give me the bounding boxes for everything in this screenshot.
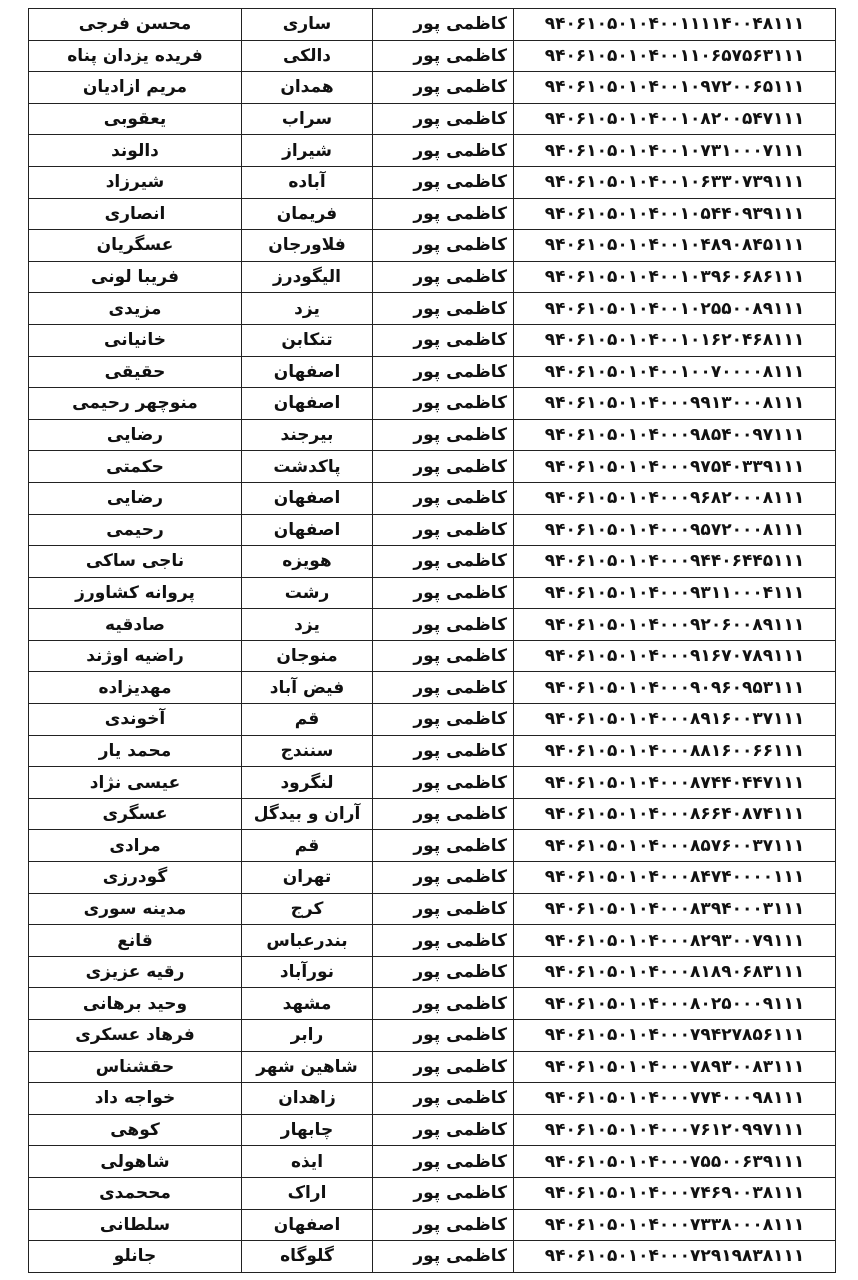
table-row xyxy=(29,862,836,894)
person-name-cell: عیسی نژاد xyxy=(29,767,242,799)
city-cell: ساری xyxy=(242,9,373,41)
supervisor-cell: کاظمی پور xyxy=(373,103,514,135)
account-code-cell: ۹۴۰۶۱۰۵۰۱۰۴۰۰۱۰۱۶۲۰۴۶۸۱۱۱ xyxy=(514,324,836,356)
account-code-cell: ۹۴۰۶۱۰۵۰۱۰۴۰۰۱۰۸۲۰۰۵۴۷۱۱۱ xyxy=(514,103,836,135)
city-cell: اصفهان xyxy=(242,388,373,420)
supervisor-cell: کاظمی پور xyxy=(373,198,514,230)
supervisor-cell: کاظمی پور xyxy=(373,988,514,1020)
person-name-cell: قانع xyxy=(29,925,242,957)
table-row xyxy=(29,1083,836,1115)
person-name-cell: فریبا لونی xyxy=(29,261,242,293)
account-code-cell: ۹۴۰۶۱۰۵۰۱۰۴۰۰۰۷۴۶۹۰۰۳۸۱۱۱ xyxy=(514,1177,836,1209)
city-cell: فلاورجان xyxy=(242,230,373,262)
city-cell: چابهار xyxy=(242,1114,373,1146)
city-cell: یزد xyxy=(242,293,373,325)
account-code-cell: ۹۴۰۶۱۰۵۰۱۰۴۰۰۱۰۶۳۳۰۷۳۹۱۱۱ xyxy=(514,166,836,198)
table-row xyxy=(29,451,836,483)
table-row xyxy=(29,198,836,230)
person-name-cell: رحیمی xyxy=(29,514,242,546)
city-cell: بیرجند xyxy=(242,419,373,451)
account-code-cell: ۹۴۰۶۱۰۵۰۱۰۴۰۰۰۹۹۱۳۰۰۰۸۱۱۱ xyxy=(514,388,836,420)
city-cell: سراب xyxy=(242,103,373,135)
person-name-cell: سلطانی xyxy=(29,1209,242,1241)
person-name-cell: عسگریان xyxy=(29,230,242,262)
account-code-cell: ۹۴۰۶۱۰۵۰۱۰۴۰۰۰۹۴۴۰۶۴۴۵۱۱۱ xyxy=(514,546,836,578)
account-code-cell: ۹۴۰۶۱۰۵۰۱۰۴۰۰۰۸۲۹۳۰۰۷۹۱۱۱ xyxy=(514,925,836,957)
account-code-cell: ۹۴۰۶۱۰۵۰۱۰۴۰۰۰۸۷۴۴۰۴۴۷۱۱۱ xyxy=(514,767,836,799)
table-row xyxy=(29,1177,836,1209)
person-name-cell: دالوند xyxy=(29,135,242,167)
account-code-cell: ۹۴۰۶۱۰۵۰۱۰۴۰۰۰۹۷۵۴۰۳۳۹۱۱۱ xyxy=(514,451,836,483)
table-row xyxy=(29,1209,836,1241)
city-cell: اصفهان xyxy=(242,514,373,546)
city-cell: منوجان xyxy=(242,640,373,672)
supervisor-cell: کاظمی پور xyxy=(373,9,514,41)
city-cell: تنکابن xyxy=(242,324,373,356)
account-code-cell: ۹۴۰۶۱۰۵۰۱۰۴۰۰۰۸۳۹۴۰۰۰۳۱۱۱ xyxy=(514,893,836,925)
table-row xyxy=(29,419,836,451)
person-name-cell: منوچهر رحیمی xyxy=(29,388,242,420)
city-cell: تهران xyxy=(242,862,373,894)
account-code-cell: ۹۴۰۶۱۰۵۰۱۰۴۰۰۱۱۱۱۴۰۰۴۸۱۱۱ xyxy=(514,9,836,41)
city-cell: هویزه xyxy=(242,546,373,578)
supervisor-cell: کاظمی پور xyxy=(373,293,514,325)
city-cell: اصفهان xyxy=(242,482,373,514)
person-name-cell: فرهاد عسکری xyxy=(29,1020,242,1052)
supervisor-cell: کاظمی پور xyxy=(373,956,514,988)
city-cell: نورآباد xyxy=(242,956,373,988)
account-code-cell: ۹۴۰۶۱۰۵۰۱۰۴۰۰۱۰۳۹۶۰۶۸۶۱۱۱ xyxy=(514,261,836,293)
person-name-cell: یعقوبی xyxy=(29,103,242,135)
supervisor-cell: کاظمی پور xyxy=(373,419,514,451)
supervisor-cell: کاظمی پور xyxy=(373,925,514,957)
table-row xyxy=(29,40,836,72)
person-name-cell: عسگری xyxy=(29,798,242,830)
supervisor-cell: کاظمی پور xyxy=(373,577,514,609)
table-row xyxy=(29,1146,836,1178)
person-name-cell: مدینه سوری xyxy=(29,893,242,925)
city-cell: رابر xyxy=(242,1020,373,1052)
account-code-cell: ۹۴۰۶۱۰۵۰۱۰۴۰۰۱۰۴۸۹۰۸۴۵۱۱۱ xyxy=(514,230,836,262)
account-code-cell: ۹۴۰۶۱۰۵۰۱۰۴۰۰۰۹۸۵۴۰۰۹۷۱۱۱ xyxy=(514,419,836,451)
account-code-cell: ۹۴۰۶۱۰۵۰۱۰۴۰۰۰۹۳۱۱۰۰۰۴۱۱۱ xyxy=(514,577,836,609)
account-code-cell: ۹۴۰۶۱۰۵۰۱۰۴۰۰۰۹۶۸۲۰۰۰۸۱۱۱ xyxy=(514,482,836,514)
supervisor-cell: کاظمی پور xyxy=(373,609,514,641)
table-row xyxy=(29,356,836,388)
supervisor-cell: کاظمی پور xyxy=(373,767,514,799)
city-cell: یزد xyxy=(242,609,373,641)
person-name-cell: حقشناس xyxy=(29,1051,242,1083)
table-row xyxy=(29,988,836,1020)
city-cell: اصفهان xyxy=(242,1209,373,1241)
person-name-cell: حکمتی xyxy=(29,451,242,483)
city-cell: ایذه xyxy=(242,1146,373,1178)
account-code-cell: ۹۴۰۶۱۰۵۰۱۰۴۰۰۰۸۴۷۴۰۰۰۰۱۱۱ xyxy=(514,862,836,894)
supervisor-cell: کاظمی پور xyxy=(373,546,514,578)
person-name-cell: ناجی ساکی xyxy=(29,546,242,578)
person-name-cell: مرادی xyxy=(29,830,242,862)
table-row xyxy=(29,230,836,262)
supervisor-cell: کاظمی پور xyxy=(373,1020,514,1052)
table-row xyxy=(29,1051,836,1083)
table-row xyxy=(29,609,836,641)
person-name-cell: شاهولی xyxy=(29,1146,242,1178)
city-cell: قم xyxy=(242,704,373,736)
supervisor-cell: کاظمی پور xyxy=(373,324,514,356)
table-row xyxy=(29,135,836,167)
city-cell: لنگرود xyxy=(242,767,373,799)
person-name-cell: مزیدی xyxy=(29,293,242,325)
supervisor-cell: کاظمی پور xyxy=(373,1209,514,1241)
city-cell: همدان xyxy=(242,72,373,104)
supervisor-cell: کاظمی پور xyxy=(373,893,514,925)
account-code-cell: ۹۴۰۶۱۰۵۰۱۰۴۰۰۰۹۱۶۷۰۷۸۹۱۱۱ xyxy=(514,640,836,672)
records-table xyxy=(28,8,836,1273)
supervisor-cell: کاظمی پور xyxy=(373,514,514,546)
table-row xyxy=(29,1114,836,1146)
supervisor-cell: کاظمی پور xyxy=(373,830,514,862)
city-cell: زاهدان xyxy=(242,1083,373,1115)
person-name-cell: رقیه عزیزی xyxy=(29,956,242,988)
supervisor-cell: کاظمی پور xyxy=(373,451,514,483)
person-name-cell: مححمدی xyxy=(29,1177,242,1209)
city-cell: الیگودرز xyxy=(242,261,373,293)
person-name-cell: محسن فرجی xyxy=(29,9,242,41)
table-row xyxy=(29,388,836,420)
table-row xyxy=(29,672,836,704)
account-code-cell: ۹۴۰۶۱۰۵۰۱۰۴۰۰۱۰۹۷۲۰۰۶۵۱۱۱ xyxy=(514,72,836,104)
supervisor-cell: کاظمی پور xyxy=(373,356,514,388)
table-row xyxy=(29,514,836,546)
account-code-cell: ۹۴۰۶۱۰۵۰۱۰۴۰۰۰۸۹۱۶۰۰۳۷۱۱۱ xyxy=(514,704,836,736)
supervisor-cell: کاظمی پور xyxy=(373,1114,514,1146)
city-cell: قم xyxy=(242,830,373,862)
account-code-cell: ۹۴۰۶۱۰۵۰۱۰۴۰۰۰۹۰۹۶۰۹۵۳۱۱۱ xyxy=(514,672,836,704)
account-code-cell: ۹۴۰۶۱۰۵۰۱۰۴۰۰۰۸۶۶۴۰۸۷۴۱۱۱ xyxy=(514,798,836,830)
city-cell: کرج xyxy=(242,893,373,925)
supervisor-cell: کاظمی پور xyxy=(373,1146,514,1178)
table-row xyxy=(29,1241,836,1273)
records-table-body xyxy=(29,9,836,1273)
city-cell: آباده xyxy=(242,166,373,198)
person-name-cell: حقیقی xyxy=(29,356,242,388)
city-cell: دالکی xyxy=(242,40,373,72)
supervisor-cell: کاظمی پور xyxy=(373,798,514,830)
table-row xyxy=(29,925,836,957)
account-code-cell: ۹۴۰۶۱۰۵۰۱۰۴۰۰۰۷۷۴۰۰۰۹۸۱۱۱ xyxy=(514,1083,836,1115)
account-code-cell: ۹۴۰۶۱۰۵۰۱۰۴۰۰۰۷۵۵۰۰۶۳۹۱۱۱ xyxy=(514,1146,836,1178)
city-cell: آران و بیدگل xyxy=(242,798,373,830)
city-cell: سنندج xyxy=(242,735,373,767)
table-row xyxy=(29,72,836,104)
account-code-cell: ۹۴۰۶۱۰۵۰۱۰۴۰۰۰۸۰۲۵۰۰۰۹۱۱۱ xyxy=(514,988,836,1020)
city-cell: اصفهان xyxy=(242,356,373,388)
city-cell: پاکدشت xyxy=(242,451,373,483)
supervisor-cell: کاظمی پور xyxy=(373,862,514,894)
table-row xyxy=(29,324,836,356)
supervisor-cell: کاظمی پور xyxy=(373,1083,514,1115)
person-name-cell: آخوندی xyxy=(29,704,242,736)
person-name-cell: انصاری xyxy=(29,198,242,230)
person-name-cell: گودرزی xyxy=(29,862,242,894)
city-cell: مشهد xyxy=(242,988,373,1020)
city-cell: بندرعباس xyxy=(242,925,373,957)
city-cell: رشت xyxy=(242,577,373,609)
supervisor-cell: کاظمی پور xyxy=(373,40,514,72)
supervisor-cell: کاظمی پور xyxy=(373,230,514,262)
account-code-cell: ۹۴۰۶۱۰۵۰۱۰۴۰۰۱۰۷۳۱۰۰۰۷۱۱۱ xyxy=(514,135,836,167)
account-code-cell: ۹۴۰۶۱۰۵۰۱۰۴۰۰۰۷۲۹۱۹۸۳۸۱۱۱ xyxy=(514,1241,836,1273)
supervisor-cell: کاظمی پور xyxy=(373,1241,514,1273)
supervisor-cell: کاظمی پور xyxy=(373,704,514,736)
person-name-cell: شیرزاد xyxy=(29,166,242,198)
table-row xyxy=(29,893,836,925)
person-name-cell: رضایی xyxy=(29,419,242,451)
account-code-cell: ۹۴۰۶۱۰۵۰۱۰۴۰۰۱۰۵۴۴۰۹۳۹۱۱۱ xyxy=(514,198,836,230)
person-name-cell: راضیه اوژند xyxy=(29,640,242,672)
person-name-cell: صادقیه xyxy=(29,609,242,641)
account-code-cell: ۹۴۰۶۱۰۵۰۱۰۴۰۰۰۸۵۷۶۰۰۳۷۱۱۱ xyxy=(514,830,836,862)
person-name-cell: مریم ازادیان xyxy=(29,72,242,104)
supervisor-cell: کاظمی پور xyxy=(373,135,514,167)
supervisor-cell: کاظمی پور xyxy=(373,735,514,767)
person-name-cell: مهدیزاده xyxy=(29,672,242,704)
city-cell: اراک xyxy=(242,1177,373,1209)
table-row xyxy=(29,103,836,135)
table-row xyxy=(29,1020,836,1052)
account-code-cell: ۹۴۰۶۱۰۵۰۱۰۴۰۰۱۰۰۷۰۰۰۰۸۱۱۱ xyxy=(514,356,836,388)
person-name-cell: خانیانی xyxy=(29,324,242,356)
table-row xyxy=(29,482,836,514)
supervisor-cell: کاظمی پور xyxy=(373,1051,514,1083)
account-code-cell: ۹۴۰۶۱۰۵۰۱۰۴۰۰۰۸۱۸۹۰۶۸۳۱۱۱ xyxy=(514,956,836,988)
supervisor-cell: کاظمی پور xyxy=(373,672,514,704)
account-code-cell: ۹۴۰۶۱۰۵۰۱۰۴۰۰۰۸۸۱۶۰۰۶۶۱۱۱ xyxy=(514,735,836,767)
table-row xyxy=(29,9,836,41)
person-name-cell: رضایی xyxy=(29,482,242,514)
table-row xyxy=(29,166,836,198)
supervisor-cell: کاظمی پور xyxy=(373,388,514,420)
table-row xyxy=(29,577,836,609)
table-row xyxy=(29,830,836,862)
supervisor-cell: کاظمی پور xyxy=(373,640,514,672)
account-code-cell: ۹۴۰۶۱۰۵۰۱۰۴۰۰۱۰۲۵۵۰۰۸۹۱۱۱ xyxy=(514,293,836,325)
account-code-cell: ۹۴۰۶۱۰۵۰۱۰۴۰۰۰۷۶۱۲۰۹۹۷۱۱۱ xyxy=(514,1114,836,1146)
table-row xyxy=(29,956,836,988)
account-code-cell: ۹۴۰۶۱۰۵۰۱۰۴۰۰۰۷۳۳۸۰۰۰۸۱۱۱ xyxy=(514,1209,836,1241)
table-row xyxy=(29,293,836,325)
person-name-cell: وحید برهانی xyxy=(29,988,242,1020)
supervisor-cell: کاظمی پور xyxy=(373,166,514,198)
table-row xyxy=(29,546,836,578)
supervisor-cell: کاظمی پور xyxy=(373,482,514,514)
person-name-cell: فریده یزدان پناه xyxy=(29,40,242,72)
account-code-cell: ۹۴۰۶۱۰۵۰۱۰۴۰۰۰۹۲۰۶۰۰۸۹۱۱۱ xyxy=(514,609,836,641)
supervisor-cell: کاظمی پور xyxy=(373,72,514,104)
table-row xyxy=(29,640,836,672)
table-row xyxy=(29,735,836,767)
city-cell: گلوگاه xyxy=(242,1241,373,1273)
person-name-cell: محمد یار xyxy=(29,735,242,767)
supervisor-cell: کاظمی پور xyxy=(373,1177,514,1209)
city-cell: شیراز xyxy=(242,135,373,167)
city-cell: شاهین شهر xyxy=(242,1051,373,1083)
city-cell: فیض آباد xyxy=(242,672,373,704)
supervisor-cell: کاظمی پور xyxy=(373,261,514,293)
person-name-cell: جانلو xyxy=(29,1241,242,1273)
account-code-cell: ۹۴۰۶۱۰۵۰۱۰۴۰۰۰۹۵۷۲۰۰۰۸۱۱۱ xyxy=(514,514,836,546)
account-code-cell: ۹۴۰۶۱۰۵۰۱۰۴۰۰۰۷۸۹۳۰۰۸۳۱۱۱ xyxy=(514,1051,836,1083)
person-name-cell: خواجه داد xyxy=(29,1083,242,1115)
table-row xyxy=(29,704,836,736)
person-name-cell: کوهی xyxy=(29,1114,242,1146)
account-code-cell: ۹۴۰۶۱۰۵۰۱۰۴۰۰۱۱۰۶۵۷۵۶۳۱۱۱ xyxy=(514,40,836,72)
account-code-cell: ۹۴۰۶۱۰۵۰۱۰۴۰۰۰۷۹۴۲۷۸۵۶۱۱۱ xyxy=(514,1020,836,1052)
table-row xyxy=(29,798,836,830)
table-row xyxy=(29,767,836,799)
table-row xyxy=(29,261,836,293)
person-name-cell: پروانه کشاورز xyxy=(29,577,242,609)
city-cell: فریمان xyxy=(242,198,373,230)
